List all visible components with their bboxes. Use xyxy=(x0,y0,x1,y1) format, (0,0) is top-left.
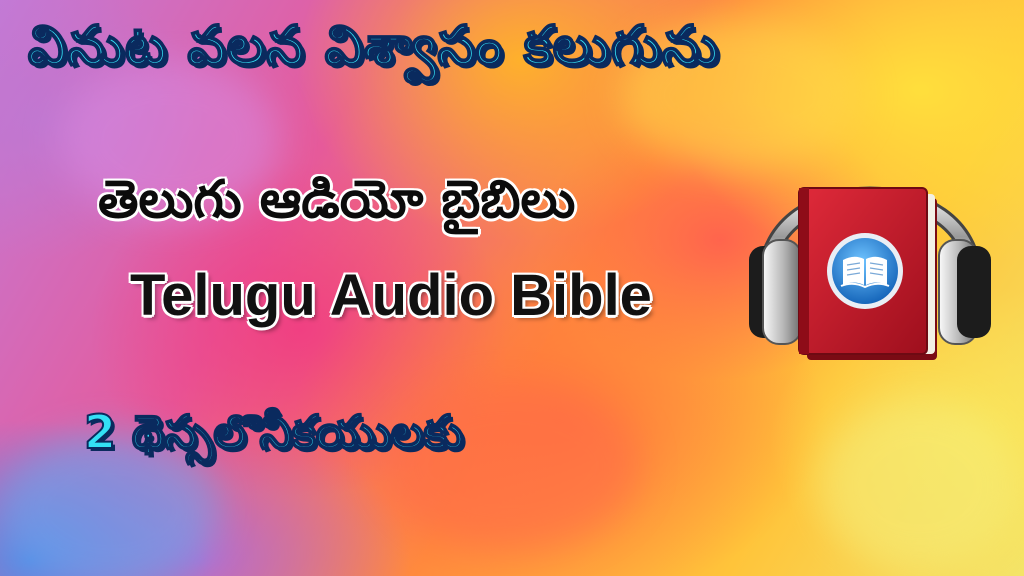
left-ear-cup xyxy=(763,240,801,344)
right-ear-pad xyxy=(957,246,991,338)
headphones-bible-icon xyxy=(745,128,995,373)
title-telugu: తెలుగు ఆడియో బైబిలు xyxy=(98,170,576,230)
badge xyxy=(832,238,898,304)
paint-blot xyxy=(820,400,1020,570)
title-english: Telugu Audio Bible xyxy=(130,263,652,328)
book-name: 2 థెస్సలొనీకయులకు xyxy=(84,405,464,459)
open-book-left-page xyxy=(843,257,864,285)
open-book-right-page xyxy=(866,257,887,285)
book-spine xyxy=(799,188,809,354)
top-heading: వినుట వలన విశ్వాసం కలుగును xyxy=(28,14,720,77)
